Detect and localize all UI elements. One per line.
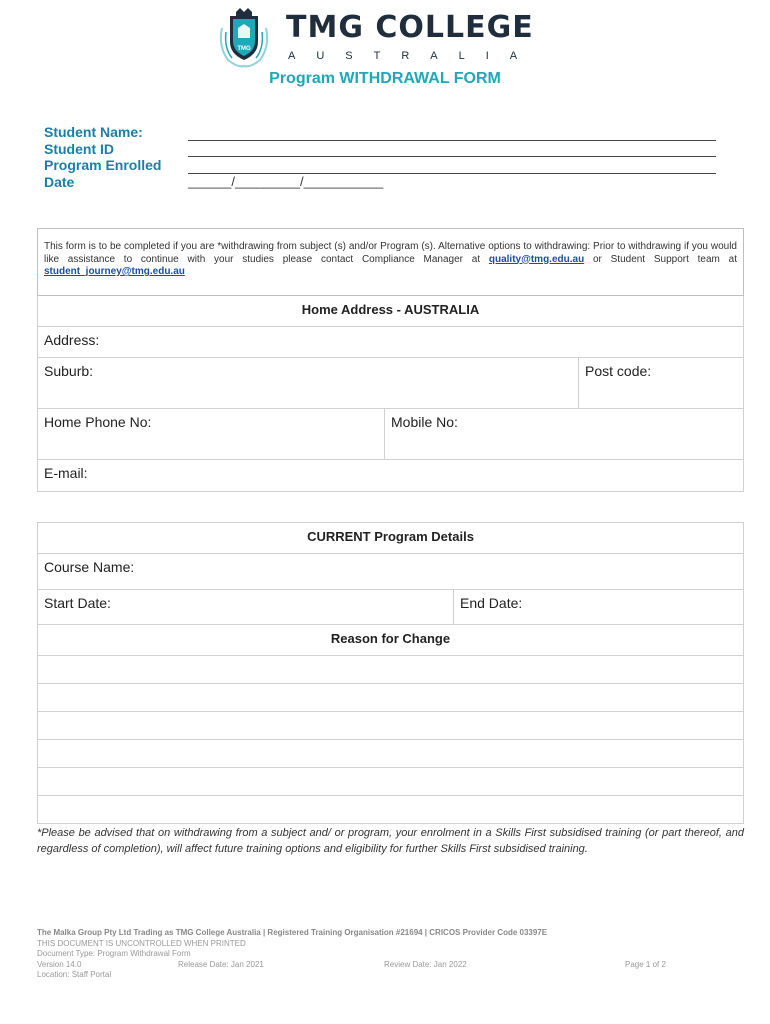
program-enrolled-field[interactable] bbox=[188, 157, 716, 174]
student-id-field[interactable] bbox=[188, 141, 716, 158]
form-title: Program WITHDRAWAL FORM bbox=[269, 70, 501, 87]
crest-icon bbox=[216, 6, 272, 68]
intro-text-1: This form is to be completed if you are *withdrawing from subject (s) and/or Program (s). Alternative options to withdrawing: Prior to withdrawing if you would like assistance to continue with your studies please contact Compliance Manager at bbox=[44, 241, 737, 265]
intro-text-2: or Student Support team at bbox=[584, 253, 737, 265]
intro-notice bbox=[37, 228, 744, 296]
mobile-label: Mobile No: bbox=[391, 414, 458, 430]
reason-heading: Reason for Change bbox=[330, 631, 451, 646]
home-phone-label: Home Phone No: bbox=[44, 414, 152, 430]
reason-line-3[interactable] bbox=[37, 712, 744, 740]
reason-heading-row bbox=[37, 625, 744, 656]
college-logo bbox=[216, 6, 539, 70]
home-address-heading: Home Address - AUSTRALIA bbox=[301, 302, 480, 317]
student-name-field[interactable] bbox=[188, 124, 716, 141]
email-label: E-mail: bbox=[44, 465, 88, 481]
email-row[interactable] bbox=[37, 460, 744, 492]
crest-text: TMG bbox=[237, 46, 251, 52]
date-label: Date bbox=[44, 173, 75, 190]
footer-release-date: Release Date: Jan 2021 bbox=[178, 959, 264, 969]
suburb-label: Suburb: bbox=[44, 363, 94, 379]
student-info-fields bbox=[188, 124, 716, 174]
phone-row bbox=[37, 409, 744, 460]
footer-uncontrolled: THIS DOCUMENT IS UNCONTROLLED WHEN PRINTED bbox=[37, 938, 246, 948]
course-name-row[interactable] bbox=[37, 554, 744, 590]
reason-line-4[interactable] bbox=[37, 740, 744, 768]
address-row[interactable] bbox=[37, 327, 744, 358]
footer-location: Location: Staff Portal bbox=[37, 970, 112, 979]
mobile-field[interactable] bbox=[384, 409, 743, 459]
reason-line-5[interactable] bbox=[37, 768, 744, 796]
student-support-email-link[interactable]: student_journey@tmg.edu.au bbox=[44, 266, 185, 277]
student-name-label: Student Name: bbox=[44, 124, 143, 140]
program-enrolled-label: Program Enrolled bbox=[44, 157, 162, 173]
suburb-field[interactable] bbox=[38, 358, 578, 408]
footer-version: Version 14.0 bbox=[37, 959, 82, 969]
document-footer bbox=[37, 928, 744, 981]
home-phone-field[interactable] bbox=[38, 409, 384, 459]
date-field[interactable]: ______/_________/___________ bbox=[188, 174, 384, 189]
postcode-field[interactable] bbox=[578, 358, 743, 408]
start-date-label: Start Date: bbox=[44, 595, 111, 611]
start-date-field[interactable] bbox=[38, 590, 453, 624]
footer-review-date: Review Date: Jan 2022 bbox=[384, 959, 467, 969]
brand-subtitle: AUSTRALIA bbox=[288, 50, 539, 62]
compliance-email-link[interactable]: quality@tmg.edu.au bbox=[488, 253, 585, 265]
suburb-postcode-row bbox=[37, 358, 744, 409]
brand-name: TMG COLLEGE bbox=[286, 10, 534, 45]
course-name-label: Course Name: bbox=[44, 559, 135, 575]
footer-version-row bbox=[37, 960, 744, 971]
end-date-field[interactable] bbox=[453, 590, 743, 624]
program-heading-row bbox=[37, 522, 744, 554]
student-id-label: Student ID bbox=[44, 140, 114, 157]
reason-line-2[interactable] bbox=[37, 684, 744, 712]
postcode-label: Post code: bbox=[585, 363, 652, 379]
reason-line-6[interactable] bbox=[37, 796, 744, 824]
footer-rto-line: The Malka Group Pty Ltd Trading as TMG College Australia | Registered Training Organisation #21694 | CRICOS Provider Code 03397E bbox=[37, 928, 548, 937]
home-address-heading-row bbox=[37, 296, 744, 327]
footer-document-type: Document Type: Program Withdrawal Form bbox=[37, 949, 191, 958]
program-heading: CURRENT Program Details bbox=[307, 529, 474, 544]
student-info-labels bbox=[44, 124, 161, 190]
dates-row bbox=[37, 590, 744, 625]
reason-line-1[interactable] bbox=[37, 656, 744, 684]
end-date-label: End Date: bbox=[460, 595, 523, 611]
address-label: Address: bbox=[44, 332, 100, 348]
footer-page-number: Page 1 of 2 bbox=[625, 959, 666, 969]
skills-first-footnote: *Please be advised that on withdrawing from a subject and/ or program, your enrolment in a Skills First subsidised training (or part thereof, and regardless of completion), will affect future training options and eligibility for further Skills First subsidised training. bbox=[37, 827, 744, 855]
